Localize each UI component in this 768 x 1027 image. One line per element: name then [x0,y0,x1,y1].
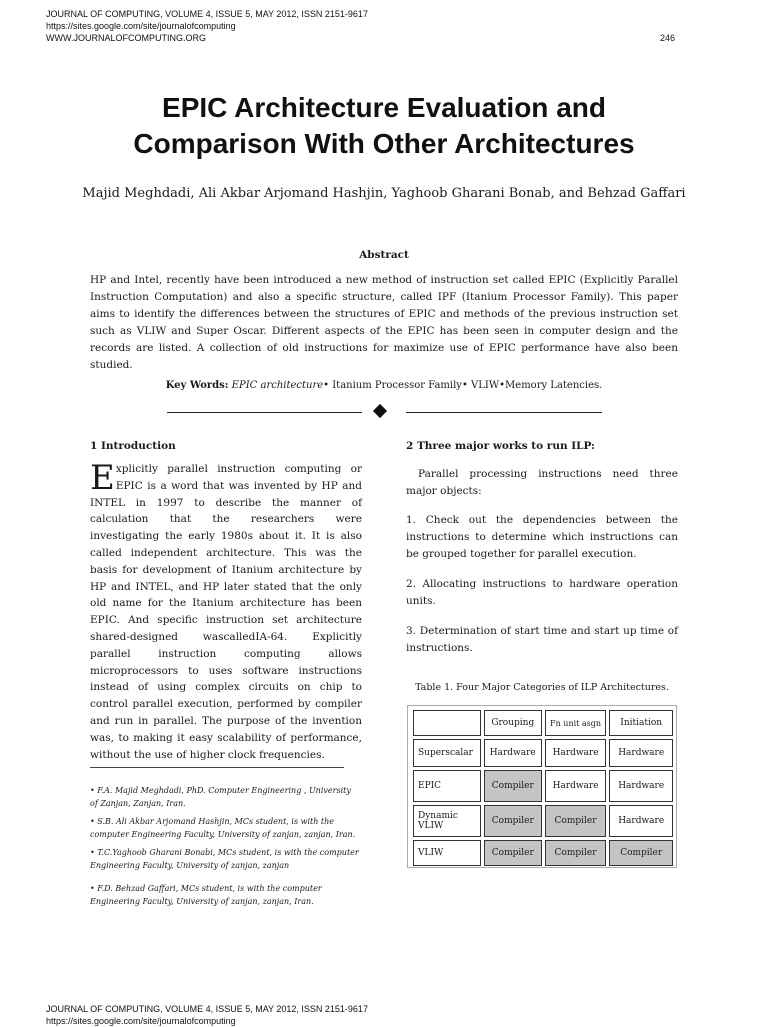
column-header: Initiation [609,710,673,736]
table-corner [413,710,481,736]
row-header: Superscalar [413,739,481,767]
keyword-2: Itanium Processor Family [332,380,462,391]
table-cell: Compiler [609,840,673,866]
table-row [413,840,673,866]
footnote-2: • S.B. Ali Akbar Arjomand Hashjin, MCs student, is with the computer Engineering Faculty, University of zanjan, zanjan, Iran. [90,817,356,839]
header-site[interactable]: WWW.JOURNALOFCOMPUTING.ORG [46,33,206,43]
header-journal-line: JOURNAL OF COMPUTING, VOLUME 4, ISSUE 5, MAY 2012, ISSN 2151-9617 [46,9,368,19]
table-cell: Compiler [484,840,542,866]
table-cell: Hardware [609,805,673,837]
row-header: VLIW [413,840,481,866]
row-header: Dynamic VLIW [413,805,481,837]
table-cell: Hardware [545,739,607,767]
footnote-1: • F.A. Majid Meghdadi, PhD. Computer Engineering , University of Zanjan, Zanjan, Iran. [90,786,351,808]
footer-url[interactable]: https://sites.google.com/site/journalofcomputing [46,1016,236,1026]
section2-heading: 2 Three major works to run ILP: [406,440,595,452]
drop-cap: E [90,458,115,498]
footer-journal-line: JOURNAL OF COMPUTING, VOLUME 4, ISSUE 5, MAY 2012, ISSN 2151-9617 [46,1004,368,1014]
footnote-4: • F.D. Behzad Gaffari, MCs student, is with the computer Engineering Faculty, University of zanjan, zanjan, Iran. [90,884,322,906]
ilp-table [410,707,676,869]
table-cell: Compiler [545,840,607,866]
keyword-3: VLIW [471,380,500,391]
row-header: EPIC [413,770,481,802]
keywords: Key Words: EPIC architecture• Itanium Processor Family• VLIW•Memory Latencies. [165,380,603,391]
table-cell: Compiler [484,805,542,837]
keyword-1: EPIC architecture [231,380,324,391]
keyword-4: Memory Latencies. [505,380,603,391]
title-line-1: EPIC Architecture Evaluation and [162,92,606,123]
table-cell: Hardware [609,770,673,802]
ilp-table-frame [407,705,677,868]
intro-text [90,458,362,763]
title-line-2: Comparison With Other Architectures [133,128,635,159]
footnote-rule [90,767,344,768]
section2-item-2: 2. Allocating instructions to hardware operation units. [406,578,678,607]
column-header: Fn unit asgn [545,710,607,736]
divider-right [406,412,602,413]
intro-body: xplicitly parallel instruction computing or EPIC is a word that was invented by HP and INTEL in 1997 to describe the manner of calculation that the researchers were investigating the early 1980s about it. It is also called independent architecture. This was the basis for development of Itanium architecture by HP and INTEL, and HP later stated that the only old name for the Itanium architecture has been EPIC. And specific instruction set architecture shared-designed wascalledIA-64. Explicitly parallel instruction computing allows microprocessors to uses software instructions instead of using complex circuits on chip to control parallel execution, performed by compiler and run in parallel. The purpose of the invention was, to making it easy scalability of performance, without the use of higher clock frequencies. [90,463,362,761]
table-cell: Hardware [484,739,542,767]
table-cell: Hardware [545,770,607,802]
table-header-row [413,710,673,736]
abstract-heading: Abstract [359,249,409,261]
page-number: 246 [660,33,676,43]
table-cell: Compiler [545,805,607,837]
header-url[interactable]: https://sites.google.com/site/journalofcomputing [46,21,236,31]
footnote-3: • T.C.Yaghoob Gharani Bonabi, MCs student, is with the computer Engineering Faculty, University of zanjan, zanjan [90,848,359,870]
section2-item-3: 3. Determination of start time and start up time of instructions. [406,625,678,654]
authors: Majid Meghdadi, Ali Akbar Arjomand Hashjin, Yaghoob Gharani Bonab, and Behzad Gaffari [82,186,686,201]
section2-intro: Parallel processing instructions need three major objects: [406,468,678,497]
section2-item-1: 1. Check out the dependencies between the instructions to determine which instructions can be grouped together for parallel execution. [406,514,678,560]
table-row [413,805,673,837]
divider-diamond-icon [373,404,387,418]
table-caption: Table 1. Four Major Categories of ILP Architectures. [415,682,669,693]
table-cell: Hardware [609,739,673,767]
intro-heading: 1 Introduction [90,440,176,452]
keywords-label: Key Words: [165,380,229,391]
divider-left [167,412,362,413]
table-cell: Compiler [484,770,542,802]
table-row [413,770,673,802]
footnotes [90,784,360,913]
paper-title [0,90,768,162]
column-header: Grouping [484,710,542,736]
table-row [413,739,673,767]
abstract-text: HP and Intel, recently have been introduced a new method of instruction set called EPIC (Explicitly Parallel Instruction Computation) and also a specific structure, called IPF (Itanium Processor Family). This paper aims to identify the differences between the structures of EPIC and methods of the previous instruction set such as VLIW and Super Oscar. Different aspects of the EPIC has been seen in computer design and the records are listed. A collection of old instructions for maximize use of EPIC performance have also been studied. [90,274,678,371]
